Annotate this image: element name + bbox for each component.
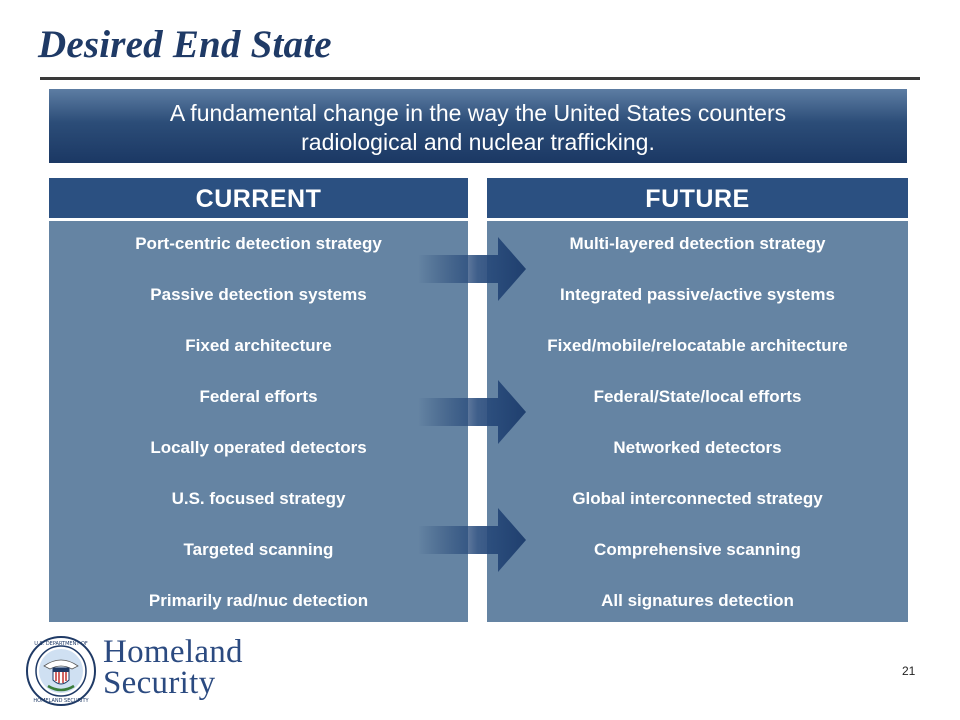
logo-line-2: Security — [103, 665, 216, 701]
current-item: Fixed architecture — [185, 336, 332, 355]
transition-arrow-icon — [418, 380, 528, 444]
svg-text:U.S. DEPARTMENT OF: U.S. DEPARTMENT OF — [34, 641, 88, 647]
page-number: 21 — [902, 664, 916, 678]
homeland-security-logo — [103, 634, 243, 701]
transition-arrow-icon — [418, 237, 528, 301]
future-item: Networked detectors — [613, 438, 782, 457]
current-column — [49, 178, 468, 622]
future-item: Integrated passive/active systems — [560, 285, 835, 304]
dhs-seal-icon — [26, 636, 96, 706]
future-list — [487, 221, 908, 622]
future-item: Fixed/mobile/relocatable architecture — [547, 336, 848, 355]
current-item: Federal efforts — [199, 387, 318, 406]
future-item: All signatures detection — [601, 591, 794, 610]
current-item: Primarily rad/nuc detection — [148, 591, 369, 610]
banner-line-1: A fundamental change in the way the United States counters — [169, 100, 787, 126]
current-item: Port-centric detection strategy — [135, 234, 382, 253]
transition-arrow-icon — [418, 508, 528, 572]
current-item: Locally operated detectors — [150, 438, 367, 457]
summary-banner — [49, 89, 907, 163]
current-item: Passive detection systems — [150, 285, 367, 304]
slide-title: Desired End State — [38, 23, 332, 66]
current-item: Targeted scanning — [183, 540, 334, 559]
svg-text:HOMELAND SECURITY: HOMELAND SECURITY — [33, 698, 89, 704]
future-item: Global interconnected strategy — [572, 489, 823, 508]
future-item: Federal/State/local efforts — [593, 387, 802, 406]
title-divider — [40, 77, 920, 80]
future-item: Multi-layered detection strategy — [569, 234, 826, 253]
current-item: U.S. focused strategy — [171, 489, 346, 508]
current-list — [49, 221, 468, 622]
current-header: CURRENT — [49, 178, 468, 218]
future-column — [487, 178, 908, 622]
future-item: Comprehensive scanning — [594, 540, 801, 559]
banner-line-2: radiological and nuclear trafficking. — [301, 129, 655, 155]
logo-line-1: Homeland — [103, 634, 243, 670]
future-header: FUTURE — [487, 178, 908, 218]
